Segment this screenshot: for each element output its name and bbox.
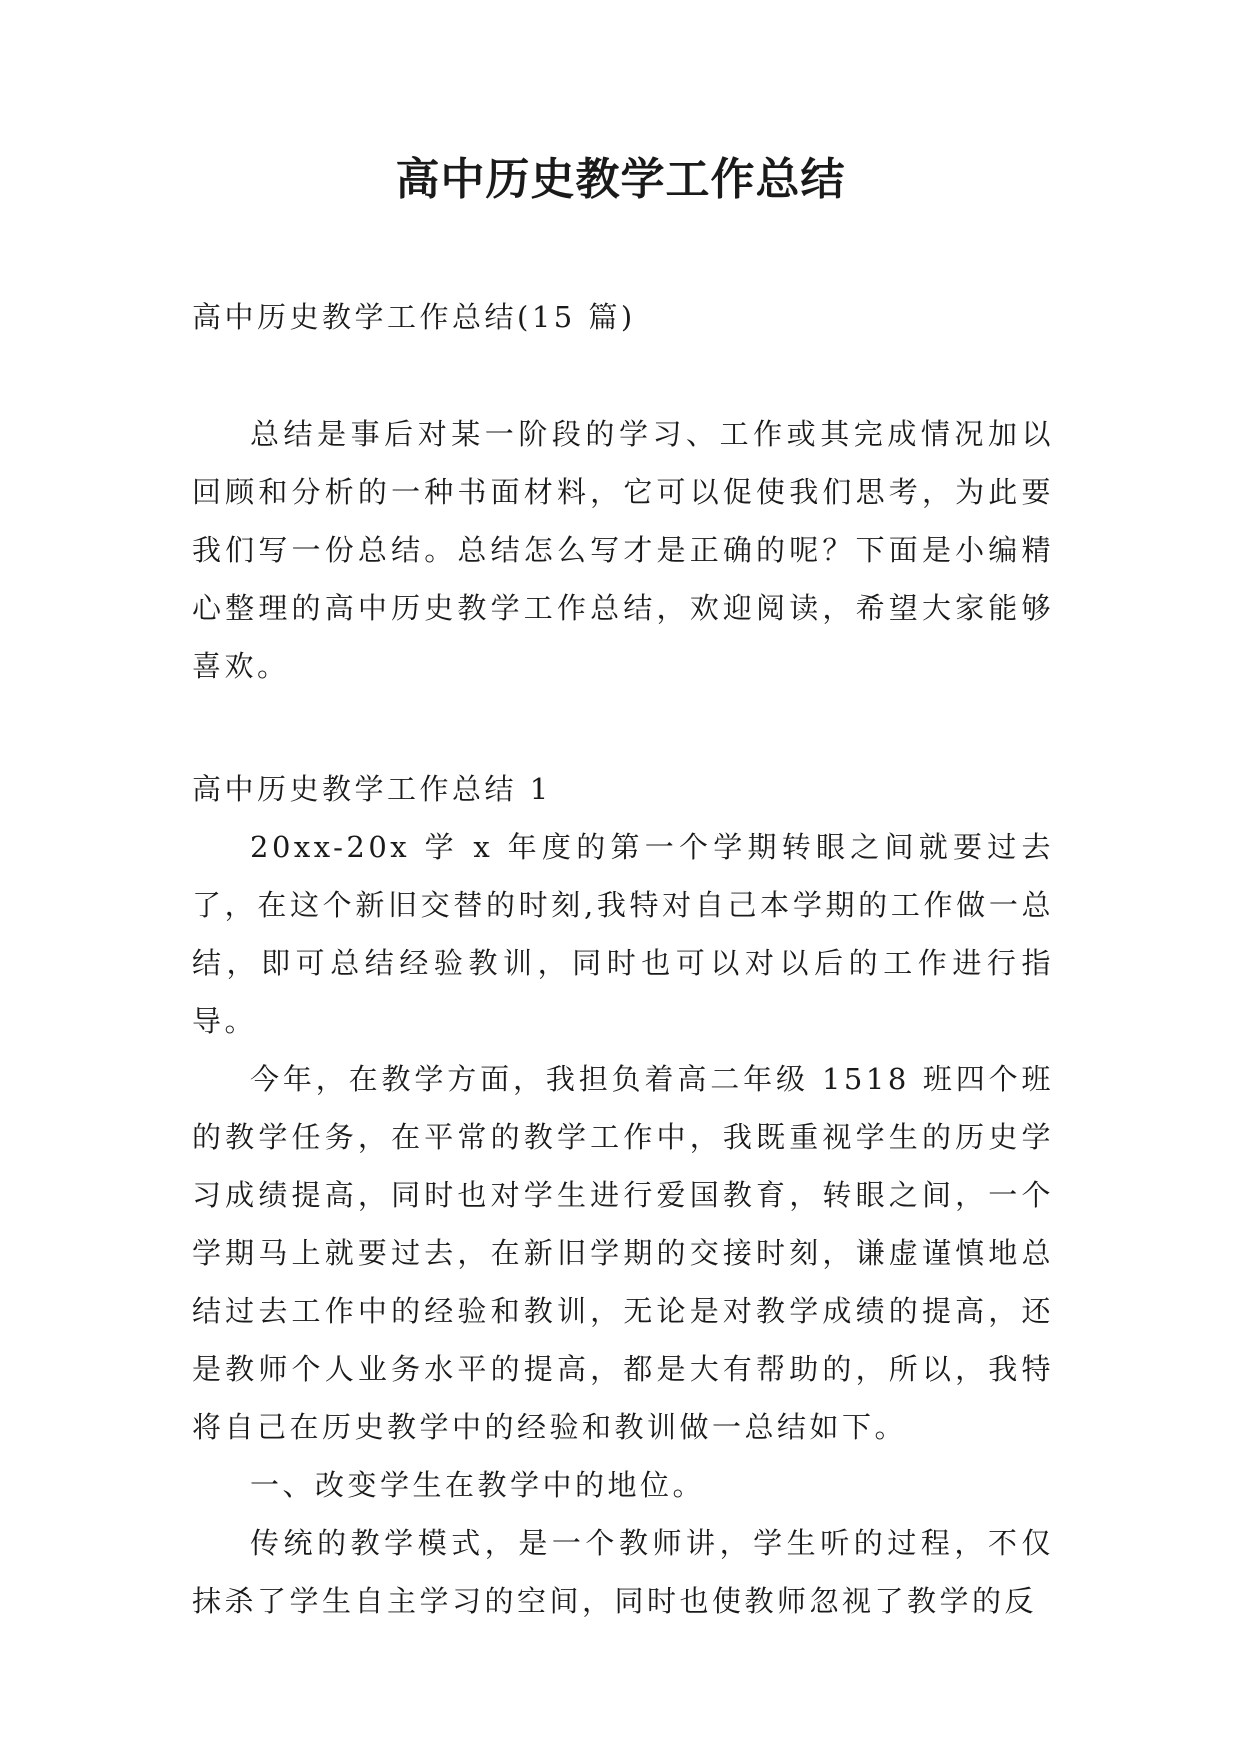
document-subtitle: 高中历史教学工作总结(15 篇) bbox=[192, 300, 636, 334]
paragraph-3-heading: 一、改变学生在教学中的地位。 bbox=[250, 1468, 706, 1502]
paragraph-2: 今年，在教学方面，我担负着高二年级 1518 班四个班的教学任务，在平常的教学工作中，我既重视学生的历史学习成绩提高，同时也对学生进行爱国教育，转眼之间，一个学期马上就要过去，在新旧学期的交接时刻，谦虚谨慎地总结过去工作中的经验和教训，无论是对教学成绩的提高，还是教师个人业务水平的提高，都是大有帮助的，所以，我特将自己在历史教学中的经验和教训做一总结如下。 bbox=[192, 1062, 1054, 1444]
section-1 bbox=[192, 760, 1054, 1630]
document-title: 高中历史教学工作总结 bbox=[395, 154, 846, 205]
intro-paragraph: 总结是事后对某一阶段的学习、工作或其完成情况加以回顾和分析的一种书面材料，它可以促使我们思考，为此要我们写一份总结。总结怎么写才是正确的呢？下面是小编精心整理的高中历史教学工作总结，欢迎阅读，希望大家能够喜欢。 bbox=[192, 417, 1054, 683]
section-heading: 高中历史教学工作总结 1 bbox=[192, 772, 552, 806]
paragraph-4: 传统的教学模式，是一个教师讲，学生听的过程，不仅抹杀了学生自主学习的空间，同时也使教师忽视了教学的反 bbox=[192, 1526, 1054, 1618]
paragraph-1: 20xx-20x 学 x 年度的第一个学期转眼之间就要过去了，在这个新旧交替的时刻,我特对自己本学期的工作做一总结，即可总结经验教训，同时也可以对以后的工作进行指导。 bbox=[192, 830, 1054, 1038]
